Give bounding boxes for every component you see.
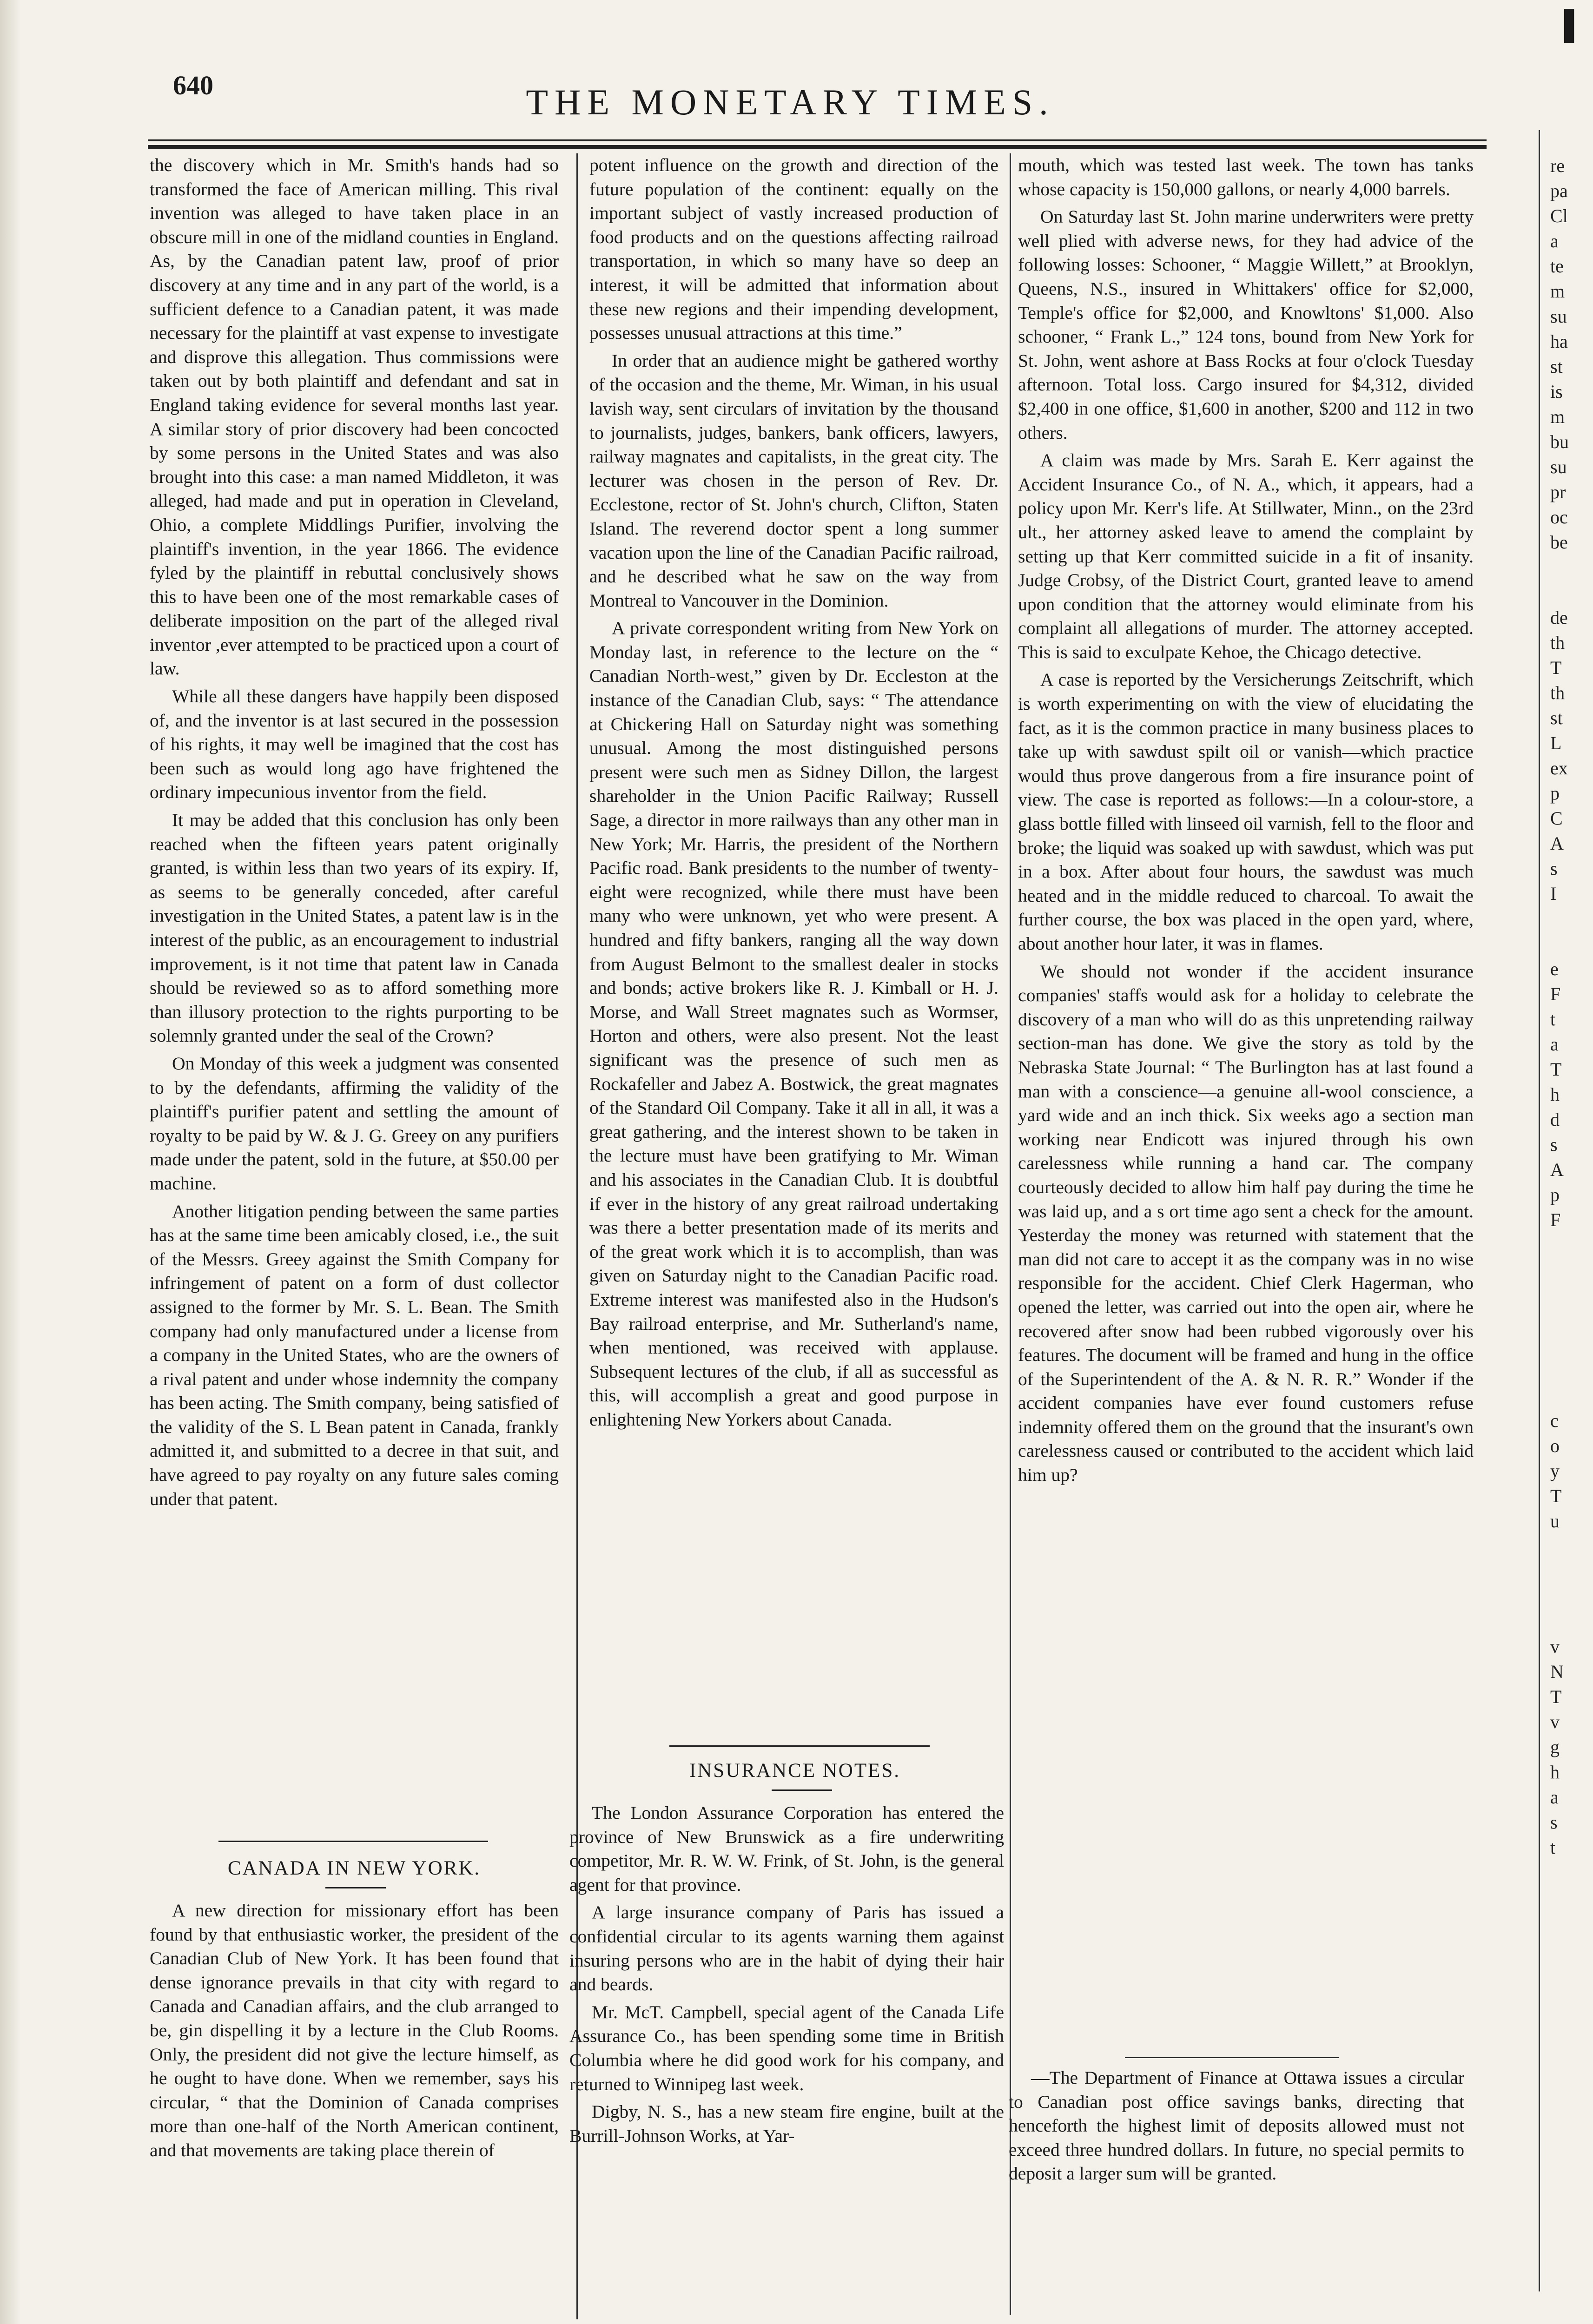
fragment-line: A <box>1550 833 1564 854</box>
section-rule <box>218 1841 488 1842</box>
fragment-line <box>1550 1383 1593 1408</box>
fragment-line: a <box>1550 231 1559 251</box>
fragment-line <box>1550 1233 1593 1258</box>
fragment-line: st <box>1550 707 1563 728</box>
paragraph: The London Assurance Corporation has entered the province of New Brunswick as a fire underwriting competitor, Mr. R. W. W. Frink, of St. John, is the general agent for that province. <box>569 1802 1004 1895</box>
paragraph: —The Department of Finance at Ottawa issues a circular to Canadian post office savings banks, directing that henceforth the highest limit of deposits allowed must not exceed three hundred dollars. In future, no special permits to deposit a larger sum will be granted. <box>1009 2067 1464 2184</box>
fragment-line: c <box>1550 1410 1559 1431</box>
section-heading-insurance-notes: INSURANCE NOTES. <box>689 1760 901 1782</box>
fragment-line <box>1550 1534 1593 1559</box>
fragment-line <box>1550 931 1593 957</box>
fragment-line: st <box>1550 356 1563 377</box>
fragment-line <box>1550 580 1593 605</box>
fragment-line: F <box>1550 984 1561 1004</box>
fragment-line: Cl <box>1550 205 1568 226</box>
paragraph: A private correspondent writing from New York on Monday last, in reference to the lecture on the “ Canadian North-west,” given by Dr. Eccleston at the instance of the Canadian Club, says: “ The attendance at Chickering Hall on Saturday night was something unusual. Among the most distinguished persons present were such men as Sidney Dillon, the largest shareholder in the Union Pacific Railway; Russell Sage, a director in more railways than any other man in New York; Mr. Harris, the president of the Northern Pacific road. Bank presidents to the number of twenty-eight were recognized, while there must have been many who were unknown, yet who were present. A hundred and fifty bankers, ranging all the way down from August Belmont to the smallest dealer in stocks and bonds; active brokers like R. J. Kimball or H. J. Morse, and Wall Street magnates such as Wormser, Horton and others, were also present. Not the least significant was the presence of such men as Rockafeller and Jabez A. Bostwick, the great magnates of the Standard Oil Company. Take it all in all, it was a great gathering, and the interest shown to be taken in the lecture must have been gratifying to Mr. Wiman and his associates in the Canadian Club. It is doubtful if ever in the history of any great railroad undertaking was there a better presentation made of its merits and of the great work which it is to accomplish, than was given on Saturday night to the Canadian Pacific road. Extreme interest was manifested also in the Hudson's Bay railroad enterprise, and Mr. Sutherland's name, when mentioned, was received with applause. Subsequent lectures of the club, if all as successful as this, will accomplish a great and good purpose in enlightening New Yorkers about Canada. <box>589 618 998 1430</box>
fragment-line <box>1550 555 1593 580</box>
fragment-line: s <box>1550 1812 1558 1833</box>
fragment-line: pr <box>1550 482 1566 502</box>
page-number: 640 <box>173 70 213 100</box>
fragment-line: m <box>1550 406 1565 427</box>
fragment-line: L <box>1550 733 1562 753</box>
fragment-line: th <box>1550 682 1565 703</box>
fragment-line: de <box>1550 607 1568 628</box>
fragment-line: C <box>1550 808 1563 829</box>
fragment-line: d <box>1550 1109 1560 1130</box>
fragment-line: u <box>1550 1511 1560 1532</box>
paragraph: While all these dangers have happily been disposed of, and the inventor is at last secured in the possession of his rights, it may well be imagined that the cost has been such as would long ago have frightened the ordinary impecunious inventor from the field. <box>150 686 559 803</box>
fragment-line: s <box>1550 1134 1558 1155</box>
fragment-line: m <box>1550 281 1565 302</box>
fragment-line: bu <box>1550 431 1569 452</box>
fragment-line: T <box>1550 1486 1562 1506</box>
fragment-line <box>1550 1609 1593 1634</box>
fragment-line: a <box>1550 1787 1559 1808</box>
paragraph: A new direction for missionary effort has been found by that enthusiastic worker, the president of the Canadian Club of New York. It has been found that dense ignorance prevails in that city with regard to Canada and Canadian affairs, and the club arranged to be, gin dispelling it by a lecture in the Club Rooms. Only, the president did not give the lecture himself, as he ought to have done. When we remember, says his circular, “ that the Dominion of Canada comprises more than one-half of the North American continent, and that movements are taking place therein of <box>150 1900 559 2160</box>
section-rule <box>669 1745 930 1747</box>
paragraph: potent influence on the growth and direction of the future population of the continent: equally on the important subject of vastly increased production of food products and on the questions affecting railroad transportation, in which so many have so deep an interest, it will be admitted that information about these new regions and their impending development, possesses unusual attractions at this time.” <box>589 155 998 343</box>
fragment-line: su <box>1550 306 1567 327</box>
paragraph: On Saturday last St. John marine underwriters were pretty well plied with adverse news, for they had advice of the following losses: Schooner, “ Maggie Willett,” at Brooklyn, Queens, N.S., insured in Whittakers' office for $2,000, Temple's office for $2,000, and Knowltons' $1,000. Also schooner, “ Frank L.,” 124 tons, bound from New York for St. John, went ashore at Bass Rocks at four o'clock Tuesday afternoon. Total loss. Cargo insured for $4,312, divided $2,400 in one office, $1,600 in another, $200 and 112 in two others. <box>1018 206 1474 443</box>
fragment-line: oc <box>1550 507 1568 528</box>
fragment-line: v <box>1550 1711 1560 1732</box>
fragment-line: t <box>1550 1009 1556 1030</box>
fragment-line: ha <box>1550 331 1568 352</box>
scan-edge-left <box>0 0 21 2324</box>
paragraph: In order that an audience might be gathered worthy of the occasion and the theme, Mr. Wiman, in his usual lavish way, sent circulars of invitation by the thousand to journalists, judges, bankers, bank officers, lawyers, railway magnates and capitalists, in the great city. The lecturer was chosen in the person of Rev. Dr. Ecclestone, rector of St. John's church, Clifton, Staten Island. The reverend doctor spent a long summer vacation upon the line of the Canadian Pacific railroad, and he described what he saw on the way from Montreal to Vancouver in the Dominion. <box>589 350 998 611</box>
column-divider <box>1539 130 1540 2291</box>
fragment-line: t <box>1550 1837 1556 1858</box>
paragraph: Mr. McT. Campbell, special agent of the Canada Life Assurance Co., has been spending some time in British Columbia where he did good work for his company, and returned to Winnipeg last week. <box>569 2001 1004 2094</box>
scan-edge-mark: ▌ <box>1564 10 1584 40</box>
fragment-line: o <box>1550 1435 1560 1456</box>
fragment-line: th <box>1550 632 1565 653</box>
fragment-line <box>1550 906 1593 931</box>
fragment-line: s <box>1550 858 1558 879</box>
fragment-line: a <box>1550 1034 1559 1055</box>
fragment-line: te <box>1550 256 1564 277</box>
column-divider <box>1010 153 1011 2315</box>
column-3-continued <box>1009 2066 1464 2319</box>
fragment-line: h <box>1550 1084 1560 1105</box>
fragment-line <box>1550 1559 1593 1584</box>
fragment-line: T <box>1550 1059 1562 1080</box>
fragment-line: pa <box>1550 180 1568 201</box>
fragment-line <box>1550 1283 1593 1308</box>
paragraph: Another litigation pending between the same parties has at the same time been amicably closed, i.e., the suit of the Messrs. Greey against the Smith Company for infringement of patent on a form of dust collector assigned to the former by Mr. S. L. Bean. The Smith company had only manufactured under a license from a company in the United States, who are the owners of a rival patent and under whose indemnity the company has been acting. The Smith company, being satisfied of the validity of the S. L Bean patent in Canada, frankly admitted it, and submitted to a decree in that suit, and have agreed to pay royalty on any future sales coming under that patent. <box>150 1201 559 1509</box>
fragment-line: is <box>1550 381 1563 402</box>
fragment-line: T <box>1550 657 1562 678</box>
column-2-continued <box>569 1801 1004 2319</box>
fragment-line: ex <box>1550 758 1568 779</box>
section-heading-canada-in-new-york: CANADA IN NEW YORK. <box>227 1857 481 1879</box>
paragraph: mouth, which was tested last week. The town has tanks whose capacity is 150,000 gallons, or nearly 4,000 barrels. <box>1018 155 1474 199</box>
fragment-line: e <box>1550 958 1559 979</box>
column-1 <box>150 153 559 1827</box>
paragraph: the discovery which in Mr. Smith's hands had so transformed the face of American milling. This rival invention was alleged to have taken place in an obscure mill in one of the midland counties in England. As, by the Canadian patent law, proof of prior discovery at any time and in any part of the world, is a sufficient defence to a Canadian patent, it was made necessary for the plaintiff at vast expense to investigate and disprove this allegation. Thus commissions were taken out by both plaintiff and defendant and sat in England taking evidence for several months last year. A similar story of prior discovery had been concocted by some persons in the United States and was also brought into this case: a man named Middleton, it was alleged, had made and put in operation in Cleveland, Ohio, a complete Middlings Purifier, involving the plaintiff's invention, in the year 1866. The evidence fyled by the plaintiff in rebuttal conclusively shows this to have been one of the most remarkable cases of deliberate imposition on the part of the alleged rival inventor ,ever attempted to be practiced upon a court of law. <box>150 155 559 679</box>
column-1-continued <box>150 1899 559 2319</box>
fragment-line: be <box>1550 532 1568 553</box>
adjacent-page-fragment <box>1550 153 1593 2324</box>
fragment-line <box>1550 1258 1593 1283</box>
fragment-line <box>1550 1308 1593 1333</box>
fragment-line: h <box>1550 1762 1560 1783</box>
fragment-line <box>1550 1333 1593 1358</box>
fragment-line <box>1550 1584 1593 1609</box>
fragment-line: g <box>1550 1736 1560 1757</box>
paragraph: We should not wonder if the accident insurance companies' staffs would ask for a holiday to celebrate the discovery of a man who will do as this unpretending railway section-man has done. We give the story as told by the Nebraska State Journal: “ The Burlington has at last found a man with a conscience—a genuine all-wool conscience, a yard wide and an inch thick. Six weeks ago a section man working near Endicott was injured through his own carelessness while running a hand car. The company courteously decided to allow him half pay during the time he was laid up, and a s ort time ago sent a check for the amount. Yesterday the money was returned with statement that the man did not care to accept it as the company was in no wise responsible for the accident. Chief Clerk Hagerman, who opened the letter, was carried out into the open air, where he recovered after snow had been rubbed vigorously over his features. The document will be framed and hung in the office of the Superintendent of the A. & N. R. R.” Wonder if the accident companies have ever found customers refuse indemnity offered them on the ground that the insurant's own carelessness caused or contributed to the accident which laid him up? <box>1018 961 1474 1486</box>
section-rule <box>1125 2057 1339 2058</box>
masthead-title: THE MONETARY TIMES. <box>526 82 1055 122</box>
section-rule-short <box>772 1789 832 1791</box>
paragraph: A case is reported by the Versicherungs Zeitschrift, which is worth experimenting on with the view of elucidating the fact, as it is the common practice in many business places to take up with sawdust spilt oil or vanish—which practice would thus prove dangerous from a fire insurance point of view. The case is reported as follows:—In a colour-store, a glass bottle filled with linseed oil varnish, fell to the floor and broke; the liquid was soaked up with sawdust, which was put in a box. After about four hours, the sawdust was much heated and in the middle reduced to charcoal. To await the further course, the box was placed in the open yard, where, about another hour later, it was in flames. <box>1018 669 1474 954</box>
column-3 <box>1018 153 1474 2036</box>
fragment-line: A <box>1550 1159 1564 1180</box>
fragment-line <box>1550 1358 1593 1383</box>
paragraph: Digby, N. S., has a new steam fire engine, built at the Burrill-Johnson Works, at Yar- <box>569 2101 1004 2146</box>
fragment-line: F <box>1550 1209 1561 1230</box>
paragraph: On Monday of this week a judgment was consented to by the defendants, affirming the validity of the plaintiff's purifier patent and settling the amount of royalty to be paid by W. & J. G. Greey on any purifiers made under the patent, sold in the future, at $50.00 per machine. <box>150 1053 559 1194</box>
fragment-line: re <box>1550 155 1565 176</box>
fragment-line: N <box>1550 1661 1564 1682</box>
paragraph: It may be added that this conclusion has only been reached when the fifteen years patent originally granted, is within less than two years of its expiry. If, as seems to be generally conceded, after careful investigation in the United States, a patent law is in the interest of the public, as an encouragement to industrial improvement, is it not time that patent law in Canada should be reviewed so as to afford something more than illusory protection to the rights purporting to be solemnly granted under the seal of the Crown? <box>150 810 559 1046</box>
fragment-line: su <box>1550 456 1567 477</box>
paragraph: A large insurance company of Paris has issued a confidential circular to its agents warning them against insuring persons who are in the habit of dying their hair and beards. <box>569 1902 1004 1995</box>
masthead-rule-thick <box>148 145 1487 149</box>
masthead-rule-thin <box>148 139 1487 141</box>
fragment-line: p <box>1550 1184 1560 1205</box>
fragment-line: p <box>1550 783 1560 804</box>
fragment-line: y <box>1550 1460 1560 1481</box>
section-rule-short <box>325 1887 386 1888</box>
paragraph: A claim was made by Mrs. Sarah E. Kerr against the Accident Insurance Co., of N. A., which, it appears, had a policy upon Mr. Kerr's life. At Stillwater, Minn., on the 23rd ult., her attorney asked leave to amend the complaint by setting up that Kerr committed suicide in a fit of insanity. Judge Crobsy, of the District Court, granted leave to amend upon condition that the attorney would eliminate from his complaint all allegations of murder. The attorney accepted. This is said to exculpate Kehoe, the Chicago detective. <box>1018 450 1474 662</box>
fragment-line: v <box>1550 1636 1560 1657</box>
column-2 <box>589 153 998 1724</box>
fragment-line: T <box>1550 1686 1562 1707</box>
fragment-line: I <box>1550 883 1557 904</box>
